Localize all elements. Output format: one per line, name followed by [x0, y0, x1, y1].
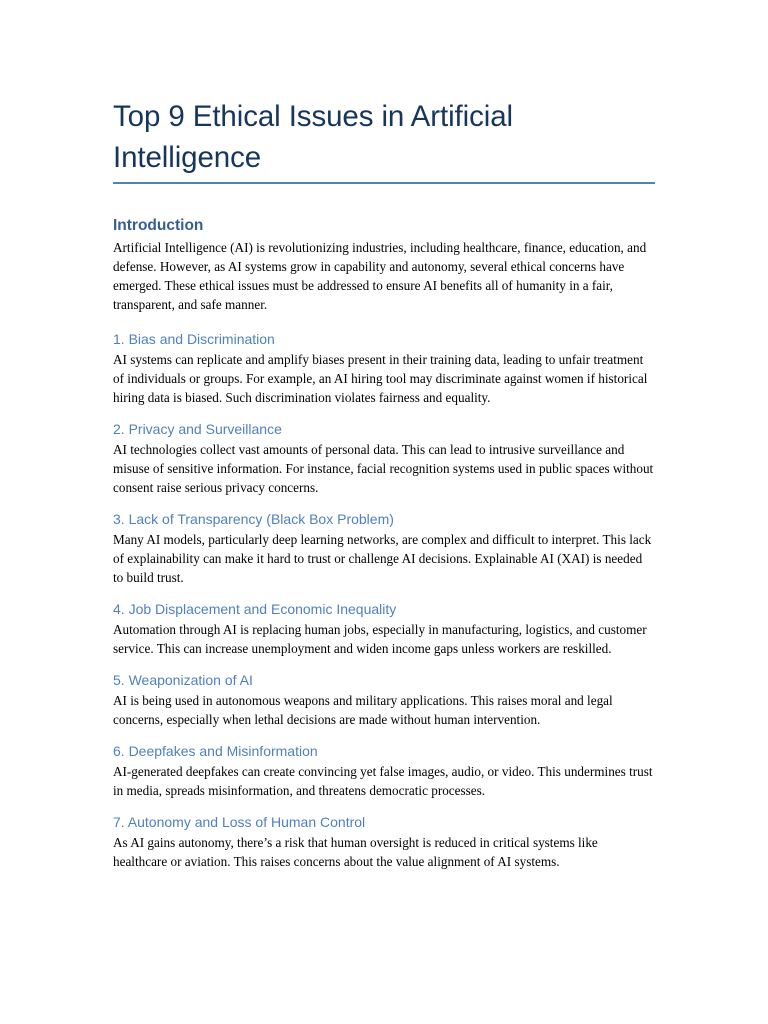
section-heading: 2. Privacy and Surveillance [113, 421, 282, 437]
section-job-displacement [113, 599, 655, 658]
section-heading: 1. Bias and Discrimination [113, 331, 275, 347]
title-divider [113, 182, 655, 184]
section-paragraph: Many AI models, particularly deep learning networks, are complex and difficult to interpret. This lack of explainability can make it hard to trust or challenge AI decisions. Explainable AI (XAI) is needed to build trust. [113, 532, 652, 585]
section-paragraph: Automation through AI is replacing human jobs, especially in manufacturing, logistics, and customer service. This can increase unemployment and widen income gaps unless workers are reskilled. [113, 622, 647, 656]
section-heading: 6. Deepfakes and Misinformation [113, 743, 318, 759]
section-autonomy-control [113, 812, 655, 871]
introduction-heading: Introduction [113, 217, 204, 234]
section-weaponization [113, 670, 655, 729]
section-paragraph: AI is being used in autonomous weapons and military applications. This raises moral and legal concerns, especially when lethal decisions are made without human intervention. [113, 693, 613, 727]
section-privacy-surveillance [113, 419, 655, 497]
page-title: Top 9 Ethical Issues in Artificial Intelligence [113, 100, 513, 174]
section-paragraph: AI systems can replicate and amplify biases present in their training data, leading to unfair treatment of individuals or groups. For example, an AI hiring tool may discriminate against women if historical hiring data is biased. Such discrimination violates fairness and equality. [113, 352, 648, 405]
section-heading: 7. Autonomy and Loss of Human Control [113, 814, 366, 830]
section-bias-discrimination [113, 329, 655, 407]
section-deepfakes [113, 741, 655, 800]
section-paragraph: AI technologies collect vast amounts of personal data. This can lead to intrusive surveillance and misuse of sensitive information. For instance, facial recognition systems used in public spaces without consent raise serious privacy concerns. [113, 442, 654, 495]
section-heading: 5. Weaponization of AI [113, 672, 253, 688]
introduction-paragraph: Artificial Intelligence (AI) is revolutionizing industries, including healthcare, finance, education, and defense. However, as AI systems grow in capability and autonomy, several ethical concerns have emerged. These ethical issues must be addressed to ensure AI benefits all of humanity in a fair, transparent, and safe manner. [113, 240, 647, 312]
section-paragraph: AI-generated deepfakes can create convincing yet false images, audio, or video. This undermines trust in media, spreads misinformation, and threatens democratic processes. [113, 764, 653, 798]
section-lack-of-transparency [113, 509, 655, 587]
section-paragraph: As AI gains autonomy, there’s a risk that human oversight is reduced in critical systems like healthcare or aviation. This raises concerns about the value alignment of AI systems. [113, 835, 598, 869]
section-heading: 4. Job Displacement and Economic Inequality [113, 601, 397, 617]
document-page [113, 96, 655, 871]
section-heading: 3. Lack of Transparency (Black Box Problem) [113, 511, 394, 527]
